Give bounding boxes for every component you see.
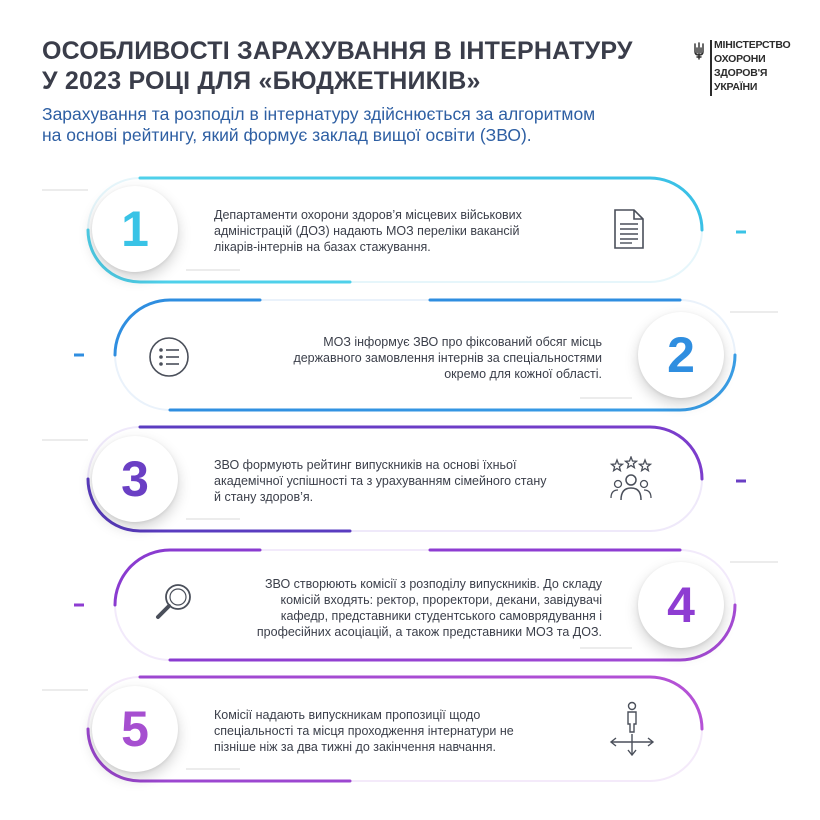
step-4-line-1: ЗВО створюють комісії з розподілу випускників. До складу	[265, 577, 602, 591]
step-4-number: 4	[638, 562, 724, 648]
subtitle-line-2: на основі рейтингу, який формує заклад вищої освіти (ЗВО).	[42, 125, 532, 145]
rating-stars-icon	[608, 456, 654, 502]
step-4-line-3: кафедр, представники студентського самоврядування і	[280, 609, 602, 623]
step-2-line-2: державного замовлення інтернів за спеціальностями	[293, 351, 602, 365]
title-line-1: ОСОБЛИВОСТІ ЗАРАХУВАННЯ В ІНТЕРНАТУРУ	[42, 37, 633, 65]
logo-line-2: ОХОРОНИ	[714, 53, 766, 65]
step-4-text	[200, 576, 602, 640]
step-1-text	[214, 207, 522, 255]
step-2-number: 2	[638, 312, 724, 398]
document-icon	[612, 207, 646, 251]
step-4-line-4: професійних асоціацій, а також представники МОЗ та ДОЗ.	[256, 625, 602, 639]
step-2-text	[240, 334, 602, 382]
step-4-line-2: комісій входять: ректор, проректори, декани, завідувачі	[280, 593, 602, 607]
step-3-line-2: академічної успішності та з урахуванням сімейного стану	[214, 474, 547, 488]
step-1-line-1: Департаменти охорони здоров’я місцевих військових	[214, 208, 522, 222]
step-3-line-3: й стану здоров’я.	[214, 490, 314, 504]
logo-line-4: УКРАЇНИ	[714, 81, 758, 93]
step-5-line-3: пізніше ніж за два тижні до закінчення навчання.	[214, 740, 497, 754]
subtitle-line-1: Зарахування та розподіл в інтернатуру здійснюється за алгоритмом	[42, 104, 596, 124]
step-5-line-1: Комісії надають випускникам пропозиції щодо	[214, 708, 481, 722]
crossroads-person-icon	[608, 700, 656, 756]
step-1-number: 1	[92, 186, 178, 272]
step-2-line-1: МОЗ інформує ЗВО про фіксований обсяг місць	[323, 335, 602, 349]
step-5-number: 5	[92, 686, 178, 772]
step-5-text	[214, 707, 514, 755]
step-3-line-1: ЗВО формують рейтинг випускників на основі їхньої	[214, 458, 517, 472]
title-line-2: У 2023 РОЦІ ДЛЯ «БЮДЖЕТНИКІВ»	[42, 67, 481, 95]
checklist-icon	[148, 336, 190, 378]
step-5-line-2: спеціальності та місця проходження інтернатури не	[214, 724, 514, 738]
step-1-line-3: лікарів-інтернів на базах стажування.	[214, 240, 431, 254]
logo-line-3: ЗДОРОВ'Я	[714, 67, 768, 79]
logo-line-1: МІНІСТЕРСТВО	[714, 39, 791, 51]
step-3-number: 3	[92, 436, 178, 522]
step-2-line-3: окремо для кожної області.	[444, 367, 602, 381]
step-3-text	[214, 457, 546, 505]
magnifier-icon	[150, 580, 196, 626]
step-1-line-2: адміністрацій (ДОЗ) надають МОЗ переліки вакансій	[214, 224, 520, 238]
